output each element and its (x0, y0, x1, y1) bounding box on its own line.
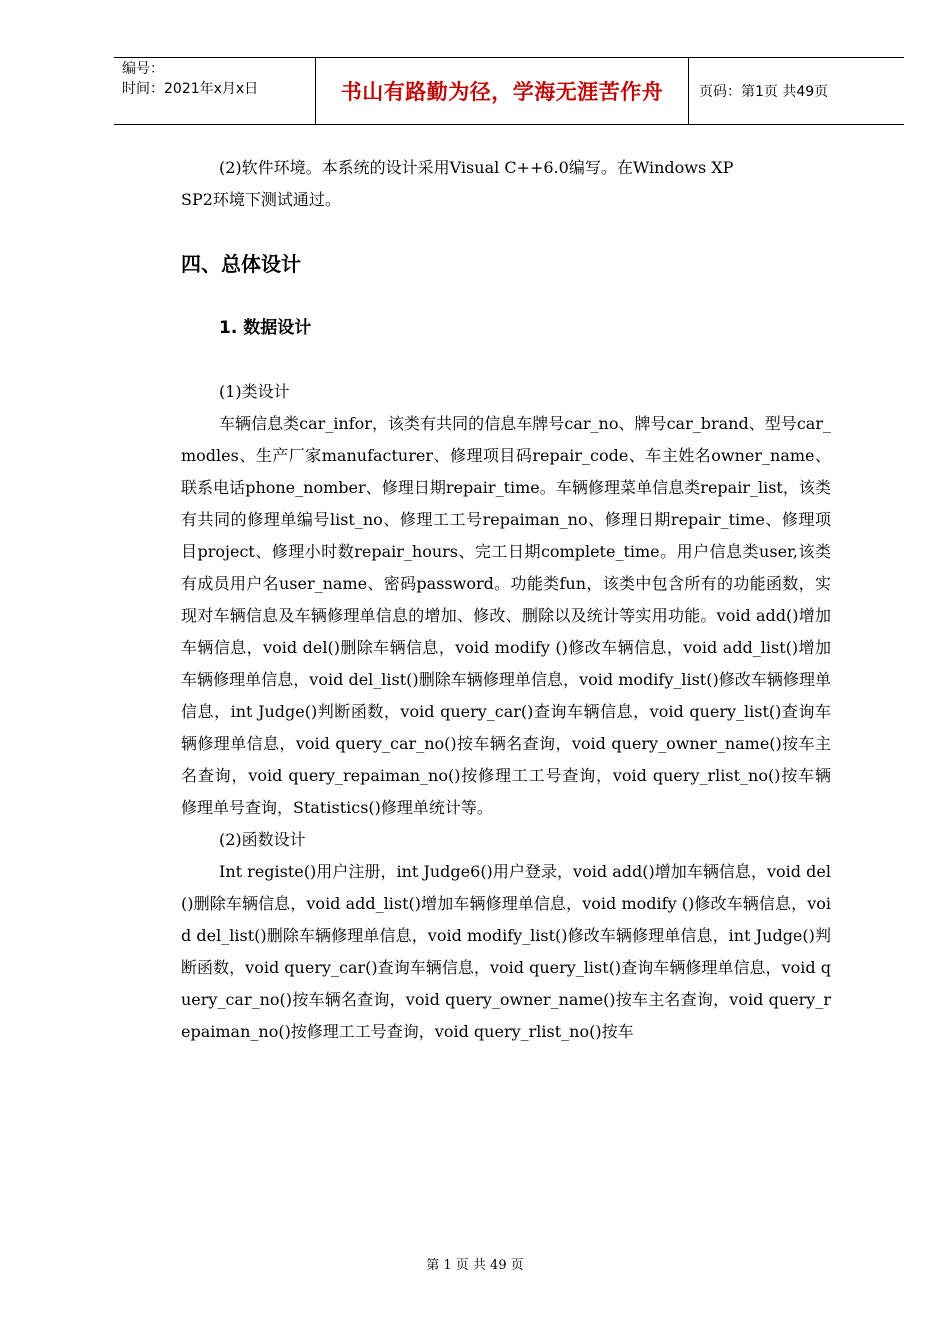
function-design-paragraph: Int registe()用户注册，int Judge6()用户登录，void add()增加车辆信息，void del()删除车辆信息，void add_list()增加车辆修理单信息，void modify ()修改车辆信息，void del_list()删除车辆修理单信息，void modify_list()修改车辆修理单信息，int Judge()判断函数，void query_car()查询车辆信息，void query_list()查询车辆修理单信息，void query_car_no()按车辆名查询，void query_owner_name()按车主名查询，void query_repaiman_no()按修理工工号查询，void query_rlist_no()按车 (181, 862, 831, 1041)
page-footer: 第 1 页 共 49 页 (426, 1258, 524, 1273)
page-header (114, 57, 904, 125)
header-meta-cell (114, 58, 315, 124)
section-title: 四、总体设计 (181, 252, 301, 276)
document-date: 时间：2021年x月x日 (122, 81, 259, 97)
document-number-label: 编号： (122, 61, 164, 77)
header-motto-cell (315, 58, 688, 124)
subsection-title: 1. 数据设计 (219, 318, 312, 338)
document-body (181, 152, 831, 1048)
class-design-title: (1)类设计 (219, 382, 290, 401)
software-env-line-2: SP2环境下测试通过。 (181, 190, 341, 209)
header-motto: 书山有路勤为径，学海无涯苦作舟 (340, 80, 664, 104)
software-env-line-1: (2)软件环境。本系统的设计采用Visual C++6.0编写。在Windows XP (219, 158, 734, 177)
header-page-info: 页码：第1页 共49页 (699, 84, 829, 100)
function-design-title: (2)函数设计 (219, 830, 306, 849)
class-design-paragraph: 车辆信息类car_infor，该类有共同的信息车牌号car_no、牌号car_brand、型号car_modles、生产厂家manufacturer、修理项目码repair_code、车主姓名owner_name、联系电话phone_nomber、修理日期repair_time。车辆修理菜单信息类repair_list，该类有共同的修理单编号list_no、修理工工号repaiman_no、修理日期repair_time、修理项目project、修理小时数repair_hours、完工日期complete_time。用户信息类user,该类有成员用户名user_name、密码password。功能类fun，该类中包含所有的功能函数，实现对车辆信息及车辆修理单信息的增加、修改、删除以及统计等实用功能。void add()增加车辆信息，void del()删除车辆信息，void modify ()修改车辆信息，void add_list()增加车辆修理单信息，void del_list()删除车辆修理单信息，void modify_list()修改车辆修理单信息，int Judge()判断函数，void query_car()查询车辆信息，void query_list()查询车辆修理单信息，void query_car_no()按车辆名查询，void query_owner_name()按车主名查询，void query_repaiman_no()按修理工工号查询，void query_rlist_no()按车辆修理单号查询，Statistics()修理单统计等。 (181, 414, 831, 817)
header-page-cell (688, 58, 904, 124)
